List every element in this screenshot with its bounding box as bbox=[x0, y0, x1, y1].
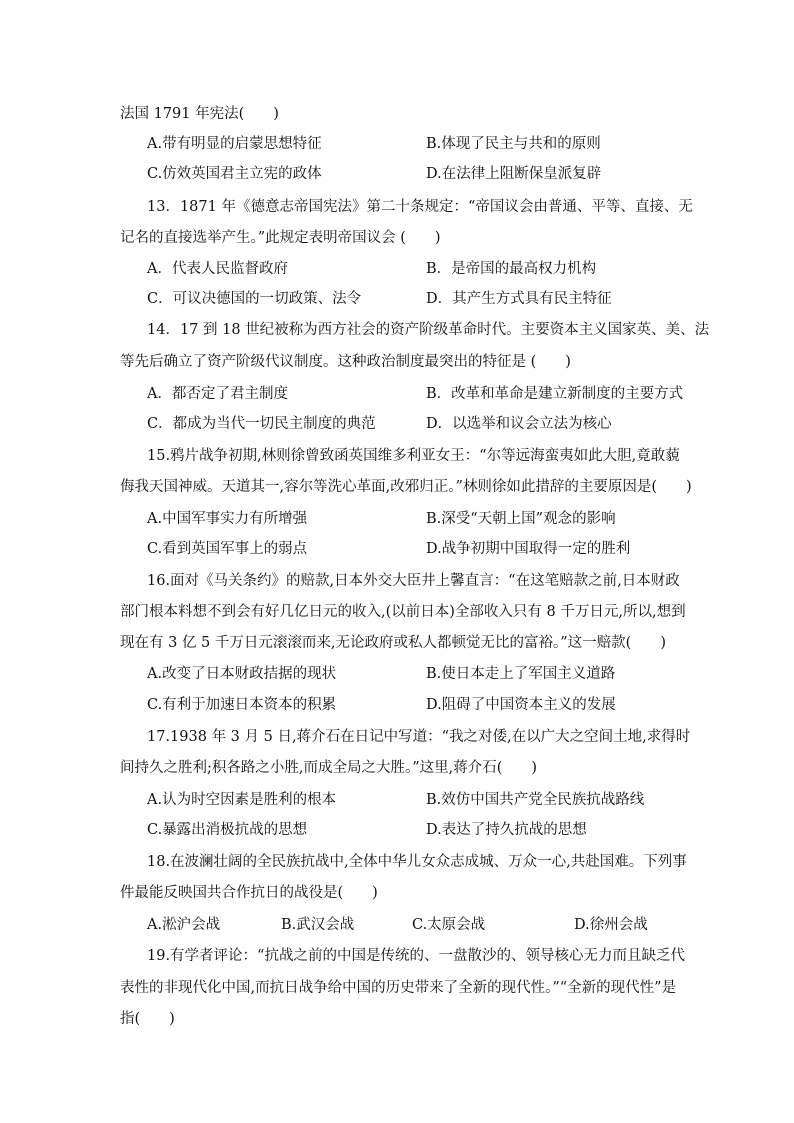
question-stem-line: 等先后确立了资产阶级代议制度。这种政治制度最突出的特征是 ( ) bbox=[120, 354, 571, 370]
question-stem-line: 部门根本料想不到会有好几亿日元的收入,(以前日本)全部收入只有 8 千万日元,所以,想到 bbox=[120, 604, 686, 620]
question-stem-line: 法国 1791 年宪法( ) bbox=[120, 106, 279, 122]
option-c: C.有利于加速日本资本的积累 bbox=[147, 697, 337, 713]
question-stem-line: 18.在波澜壮阔的全民族抗战中,全体中华儿女众志成城、万众一心,共赴国难。下列事 bbox=[147, 854, 687, 870]
option-b: B.效仿中国共产党全民族抗战路线 bbox=[426, 792, 645, 808]
option-a: A.中国军事实力有所增强 bbox=[147, 511, 308, 527]
question-stem-line: 15.鸦片战争初期,林则徐曾致函英国维多利亚女王：“尔等远海蛮夷如此大胆,竟敢藐 bbox=[147, 448, 680, 464]
question-stem-line: 14．17 到 18 世纪被称为西方社会的资产阶级革命时代。主要资本主义国家英、美、法 bbox=[147, 322, 710, 338]
option-c: C.看到英国军事上的弱点 bbox=[147, 541, 308, 557]
option-d: D.徐州会战 bbox=[574, 917, 648, 933]
question-stem-line: 17.1938 年 3 月 5 日,蒋介石在日记中写道：“我之对倭,在以广大之空间土地,求得时 bbox=[147, 729, 691, 745]
option-c: C．可议决德国的一切政策、法令 bbox=[147, 291, 362, 307]
option-b: B.使日本走上了军国主义道路 bbox=[426, 666, 616, 682]
question-stem-line: 指( ) bbox=[120, 1011, 175, 1027]
question-stem-line: 16.面对《马关条约》的赔款,日本外交大臣井上馨直言：“在这笔赔款之前,日本财政 bbox=[147, 573, 680, 589]
option-d: D.表达了持久抗战的思想 bbox=[426, 822, 587, 838]
option-c: C.太原会战 bbox=[412, 917, 486, 933]
option-b: B.深受“天朝上国”观念的影响 bbox=[426, 511, 616, 527]
option-c: C.暴露出消极抗战的思想 bbox=[147, 822, 308, 838]
option-b: B.体现了民主与共和的原则 bbox=[426, 136, 601, 152]
option-a: A.带有明显的启蒙思想特征 bbox=[147, 136, 322, 152]
option-d: D.阻碍了中国资本主义的发展 bbox=[426, 697, 616, 713]
option-b: B．改革和革命是建立新制度的主要方式 bbox=[426, 386, 684, 402]
option-a: A.淞沪会战 bbox=[147, 917, 221, 933]
option-a: A．代表人民监督政府 bbox=[147, 261, 288, 277]
question-stem-line: 表性的非现代化中国,而抗日战争给中国的历史带来了全新的现代性。”“全新的现代性”是 bbox=[120, 980, 677, 996]
option-b: B．是帝国的最高权力机构 bbox=[426, 261, 597, 277]
option-d: D．其产生方式具有民主特征 bbox=[426, 291, 612, 307]
option-b: B.武汉会战 bbox=[281, 917, 355, 933]
option-c: C.仿效英国君主立宪的政体 bbox=[147, 166, 322, 182]
option-d: D.战争初期中国取得一定的胜利 bbox=[426, 541, 631, 557]
question-stem-line: 件最能反映国共合作抗日的战役是( ) bbox=[120, 885, 378, 901]
question-stem-line: 间持久之胜利;积各路之小胜,而成全局之大胜。”这里,蒋介石( ) bbox=[120, 760, 538, 776]
question-stem-line: 记名的直接选举产生。”此规定表明帝国议会 ( ) bbox=[120, 230, 441, 246]
option-c: C．都成为当代一切民主制度的典范 bbox=[147, 416, 376, 432]
question-stem-line: 19.有学者评论：“抗战之前的中国是传统的、一盘散沙的、领导核心无力而且缺乏代 bbox=[147, 948, 685, 964]
question-stem-line: 现在有 3 亿 5 千万日元滚滚而来,无论政府或私人都顿觉无比的富裕。”这一赔款( ) bbox=[120, 635, 666, 651]
option-a: A．都否定了君主制度 bbox=[147, 386, 288, 402]
question-stem-line: 侮我天国神威。天道其一,容尔等洗心革面,改邪归正。”林则徐如此措辞的主要原因是( ) bbox=[120, 479, 692, 495]
option-d: D.在法律上阻断保皇派复辟 bbox=[426, 166, 602, 182]
option-a: A.改变了日本财政拮据的现状 bbox=[147, 666, 337, 682]
question-stem-line: 13．1871 年《德意志帝国宪法》第二十条规定：“帝国议会由普通、平等、直接、无 bbox=[147, 199, 693, 215]
option-d: D．以选举和议会立法为核心 bbox=[426, 416, 612, 432]
option-a: A.认为时空因素是胜利的根本 bbox=[147, 792, 337, 808]
